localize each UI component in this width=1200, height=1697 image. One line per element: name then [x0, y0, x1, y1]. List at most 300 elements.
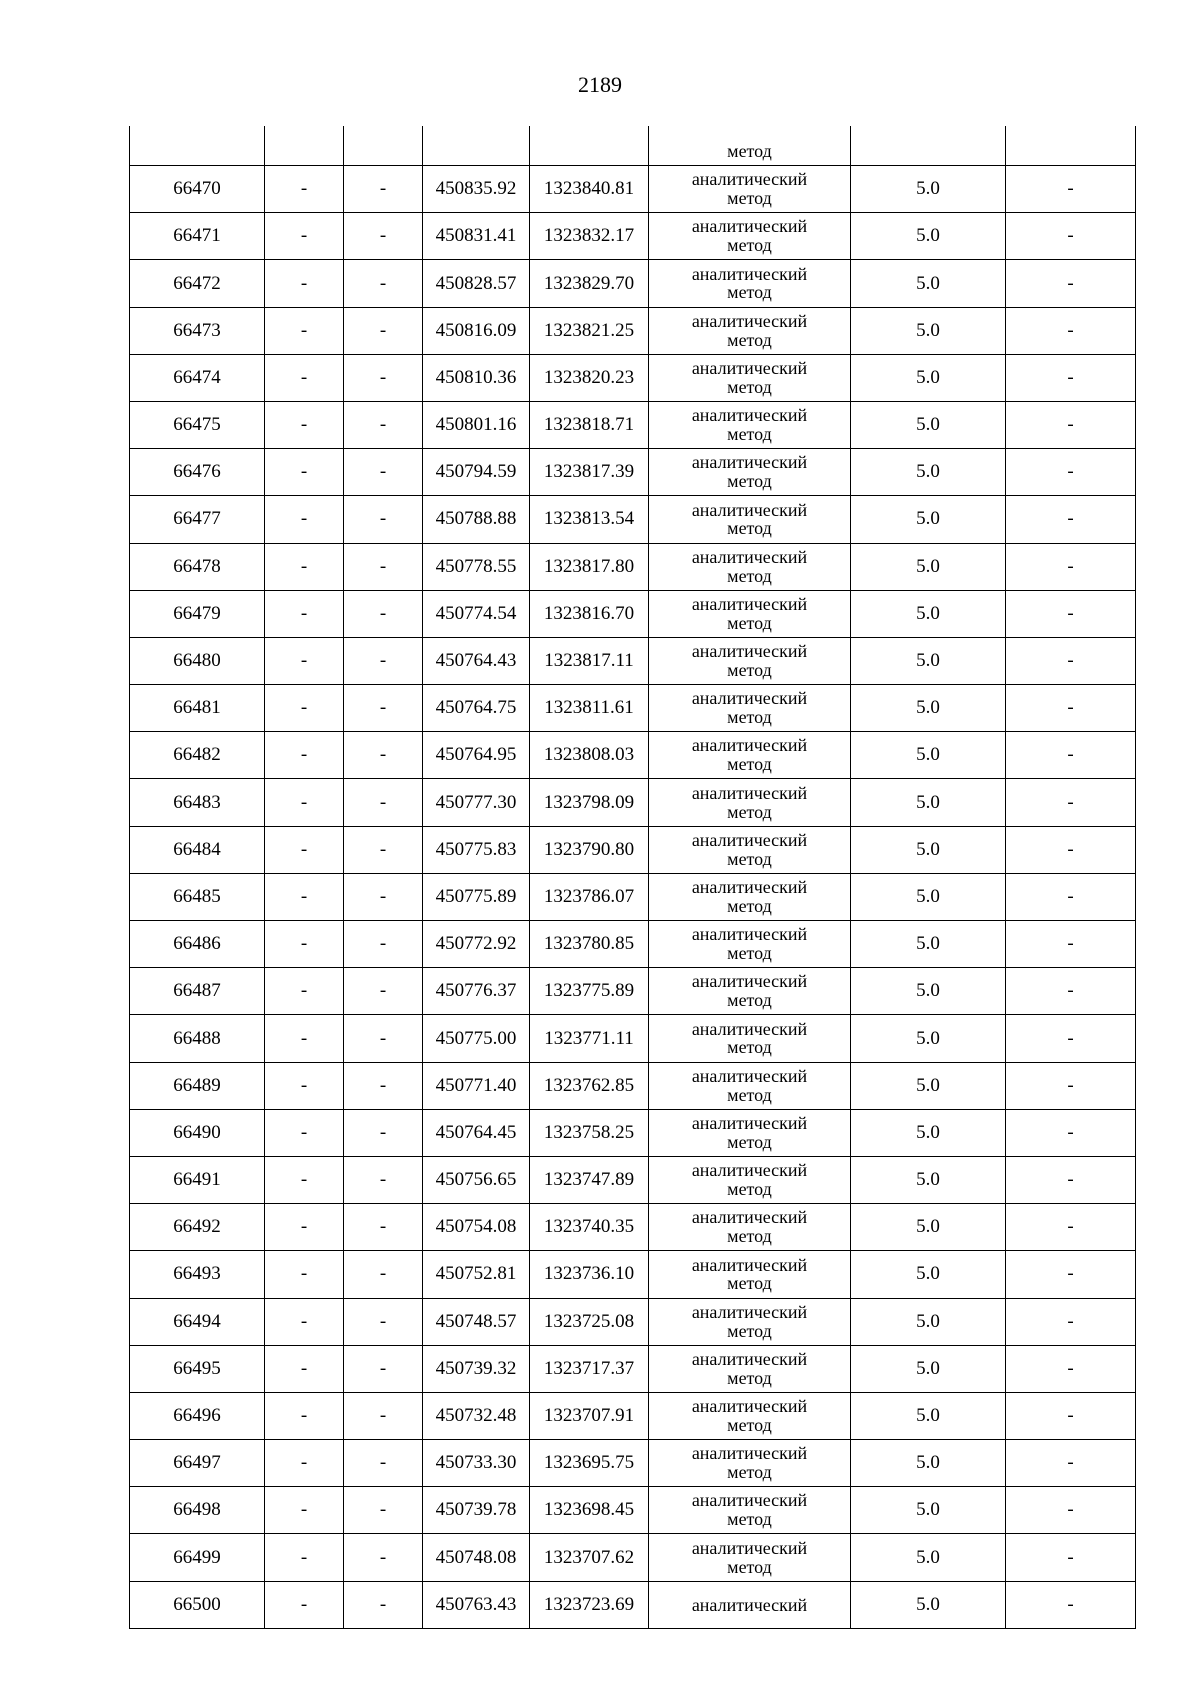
method-line2: метод: [727, 518, 772, 539]
cell-id: 66480: [130, 637, 265, 684]
cell-accuracy: 5.0: [851, 1581, 1006, 1628]
cell-x: 450775.83: [423, 826, 530, 873]
cell-col8: -: [1006, 213, 1136, 260]
method-line1: аналитический: [691, 499, 808, 520]
table-row: [130, 685, 1136, 732]
cell-method: [649, 637, 851, 684]
cell-col2: -: [265, 354, 344, 401]
cell-col2: -: [265, 1345, 344, 1392]
table-row: [130, 166, 1136, 213]
cell-col8: -: [1006, 401, 1136, 448]
cell-x: 450775.00: [423, 1015, 530, 1062]
method-line1: аналитический: [691, 1301, 808, 1322]
table-row: [130, 1251, 1136, 1298]
cell-col3: -: [344, 260, 423, 307]
cell-col3: -: [344, 1062, 423, 1109]
cell-method: [649, 1251, 851, 1298]
method-line2: метод: [727, 329, 772, 350]
table-row: [130, 354, 1136, 401]
cell-x: 450752.81: [423, 1251, 530, 1298]
cell-col3: -: [344, 354, 423, 401]
cell-method: [649, 1487, 851, 1534]
cell-col3: -: [344, 543, 423, 590]
cell-id: 66470: [130, 166, 265, 213]
cell-col8: -: [1006, 826, 1136, 873]
cell-y: 1323740.35: [530, 1204, 649, 1251]
cell-y: 1323695.75: [530, 1440, 649, 1487]
cell-x: 450788.88: [423, 496, 530, 543]
cell-col3: -: [344, 1392, 423, 1439]
table-row: [130, 1581, 1136, 1628]
cell-id: 66494: [130, 1298, 265, 1345]
method-line2: метод: [727, 801, 772, 822]
cell-method: [649, 590, 851, 637]
method-line2: метод: [727, 1509, 772, 1530]
table-row: [130, 1392, 1136, 1439]
method-line1: аналитический: [691, 452, 808, 473]
cell-method: [649, 968, 851, 1015]
cell-x: 450831.41: [423, 213, 530, 260]
cell-y: 1323771.11: [530, 1015, 649, 1062]
page-number: 2189: [578, 72, 622, 97]
table-row: [130, 1015, 1136, 1062]
cell-col2: -: [265, 1204, 344, 1251]
cell-accuracy: 5.0: [851, 732, 1006, 779]
cell-col3: -: [344, 1487, 423, 1534]
cell-col2: -: [265, 1109, 344, 1156]
method-line2: метод: [727, 848, 772, 869]
cell-y: 1323786.07: [530, 873, 649, 920]
method-line1: аналитический: [691, 1160, 808, 1181]
method-line1: аналитический: [691, 1537, 808, 1558]
cell-accuracy: 5.0: [851, 1440, 1006, 1487]
cell-x: 450763.43: [423, 1581, 530, 1628]
method-line1: аналитический: [691, 1065, 808, 1086]
table-row: [130, 1109, 1136, 1156]
cell-col2: -: [265, 1487, 344, 1534]
cell-x: 450777.30: [423, 779, 530, 826]
table-row: [130, 1204, 1136, 1251]
cell-x: 450764.75: [423, 685, 530, 732]
cell-id: 66495: [130, 1345, 265, 1392]
cell-col8: -: [1006, 921, 1136, 968]
cell-id: 66473: [130, 307, 265, 354]
cell-col8: -: [1006, 1487, 1136, 1534]
cell-col8: -: [1006, 779, 1136, 826]
cell-method: [649, 826, 851, 873]
cell-col2: -: [265, 1534, 344, 1581]
cell-col8: -: [1006, 260, 1136, 307]
method-line1: аналитический: [691, 546, 808, 567]
cell-col8: -: [1006, 543, 1136, 590]
cell-method: [649, 543, 851, 590]
cell-x: 450732.48: [423, 1392, 530, 1439]
cell-y: 1323707.62: [530, 1534, 649, 1581]
method-line2: метод: [727, 1367, 772, 1388]
cell-col3: -: [344, 1581, 423, 1628]
method-line2: метод: [727, 282, 772, 303]
method-line1: аналитический: [691, 1207, 808, 1228]
cell-col8: -: [1006, 1062, 1136, 1109]
cell-accuracy: 5.0: [851, 1345, 1006, 1392]
cell-col3: -: [344, 1440, 423, 1487]
cell-accuracy: 5.0: [851, 1204, 1006, 1251]
cell-id: 66471: [130, 213, 265, 260]
cell-x: 450764.95: [423, 732, 530, 779]
cell-col8: -: [1006, 1534, 1136, 1581]
cell-x: 450739.32: [423, 1345, 530, 1392]
method-line2: метод: [727, 565, 772, 586]
table-row: [130, 1534, 1136, 1581]
cell-accuracy: 5.0: [851, 826, 1006, 873]
cell-col8: -: [1006, 685, 1136, 732]
table-row: [130, 1062, 1136, 1109]
cell-method: [649, 1298, 851, 1345]
cell-y: 1323817.11: [530, 637, 649, 684]
cell-method: [649, 1392, 851, 1439]
cell-x: 450801.16: [423, 401, 530, 448]
cell-accuracy: 5.0: [851, 779, 1006, 826]
cell-col3: -: [344, 213, 423, 260]
cell-x: 450774.54: [423, 590, 530, 637]
method-line1: аналитический: [691, 357, 808, 378]
cell-y: 1323817.80: [530, 543, 649, 590]
table-row: [130, 1440, 1136, 1487]
cell-y: 1323775.89: [530, 968, 649, 1015]
cell-y: 1323817.39: [530, 449, 649, 496]
cell-col3: -: [344, 921, 423, 968]
cell-method: [649, 1581, 851, 1628]
cell-col3: -: [344, 496, 423, 543]
cell-col2: -: [265, 637, 344, 684]
cell-accuracy: 5.0: [851, 1298, 1006, 1345]
cell-col8: -: [1006, 1251, 1136, 1298]
cell-accuracy: 5.0: [851, 1062, 1006, 1109]
cell-accuracy: 5.0: [851, 166, 1006, 213]
cell-accuracy: 5.0: [851, 543, 1006, 590]
method-line1: аналитический: [691, 924, 808, 945]
cell-id: 66472: [130, 260, 265, 307]
cell-col8: -: [1006, 496, 1136, 543]
cell-accuracy: 5.0: [851, 1015, 1006, 1062]
cell-col2: -: [265, 1015, 344, 1062]
cell-x: 450816.09: [423, 307, 530, 354]
cell-x: 450775.89: [423, 873, 530, 920]
cell-col2: -: [265, 213, 344, 260]
cell-col2: -: [265, 968, 344, 1015]
cell-id: 66491: [130, 1156, 265, 1203]
cell-x: 450794.59: [423, 449, 530, 496]
cell-x: 450754.08: [423, 1204, 530, 1251]
cell-col8: -: [1006, 1440, 1136, 1487]
method-line2: метод: [727, 1320, 772, 1341]
cell-col8: -: [1006, 873, 1136, 920]
cell-col3: -: [344, 307, 423, 354]
cell-col3: -: [344, 968, 423, 1015]
cell-y: 1323808.03: [530, 732, 649, 779]
cell-col8: -: [1006, 166, 1136, 213]
cell-method: [649, 1109, 851, 1156]
cell-y: 1323832.17: [530, 213, 649, 260]
cell-x: 450772.92: [423, 921, 530, 968]
cell-col3: -: [344, 1204, 423, 1251]
cell-y: 1323790.80: [530, 826, 649, 873]
cell-accuracy: 5.0: [851, 213, 1006, 260]
method-line1: аналитический: [691, 782, 808, 803]
method-line2: метод: [727, 235, 772, 256]
cell-y: 1323747.89: [530, 1156, 649, 1203]
method-line2: метод: [727, 1084, 772, 1105]
method-line1: аналитический: [691, 1490, 808, 1511]
cell-col3: -: [344, 1298, 423, 1345]
cell-col3: -: [344, 873, 423, 920]
cell-col2: -: [265, 873, 344, 920]
cell-col2: -: [265, 1062, 344, 1109]
cell-accuracy: 5.0: [851, 401, 1006, 448]
table-row: [130, 873, 1136, 920]
cell-col3: -: [344, 685, 423, 732]
table-row: [130, 921, 1136, 968]
method-line1: аналитический: [691, 1443, 808, 1464]
method-line2: метод: [727, 707, 772, 728]
cell-col2: -: [265, 1251, 344, 1298]
table-row: [130, 968, 1136, 1015]
cell-accuracy: 5.0: [851, 590, 1006, 637]
cell-id: 66479: [130, 590, 265, 637]
cell-col3: -: [344, 1109, 423, 1156]
cell-col2: -: [265, 166, 344, 213]
cell-y: 1323707.91: [530, 1392, 649, 1439]
method-line1: аналитический: [691, 829, 808, 850]
cell-id: 66484: [130, 826, 265, 873]
cell-col2: -: [265, 496, 344, 543]
table-row: [130, 401, 1136, 448]
method-line2: метод: [727, 1179, 772, 1200]
cell-x: [423, 126, 530, 166]
cell-accuracy: 5.0: [851, 685, 1006, 732]
cell-col2: -: [265, 1298, 344, 1345]
method-line1: аналитический: [691, 169, 808, 190]
cell-x: 450771.40: [423, 1062, 530, 1109]
cell-col2: -: [265, 1156, 344, 1203]
cell-method: [649, 921, 851, 968]
cell-col8: -: [1006, 307, 1136, 354]
cell-method: метод: [649, 126, 851, 166]
cell-col8: -: [1006, 637, 1136, 684]
cell-y: 1323723.69: [530, 1581, 649, 1628]
method-line2: метод: [727, 1462, 772, 1483]
table-row-continuation: [130, 126, 1136, 166]
table-row: [130, 260, 1136, 307]
cell-method: [649, 401, 851, 448]
cell-accuracy: 5.0: [851, 307, 1006, 354]
table-row: [130, 779, 1136, 826]
cell-id: 66476: [130, 449, 265, 496]
table-row: [130, 826, 1136, 873]
method-line2: метод: [727, 376, 772, 397]
cell-id: 66474: [130, 354, 265, 401]
cell-col8: -: [1006, 1298, 1136, 1345]
method-line2: метод: [727, 943, 772, 964]
method-line1: аналитический: [691, 1594, 808, 1615]
cell-method: [649, 354, 851, 401]
cell-accuracy: [851, 126, 1006, 166]
method-line2: метод: [727, 1273, 772, 1294]
cell-accuracy: 5.0: [851, 921, 1006, 968]
cell-method: [649, 449, 851, 496]
cell-y: 1323725.08: [530, 1298, 649, 1345]
cell-y: 1323818.71: [530, 401, 649, 448]
method-line1: аналитический: [691, 310, 808, 331]
method-line1: аналитический: [691, 263, 808, 284]
cell-col3: -: [344, 732, 423, 779]
coordinates-table: [129, 126, 1136, 1629]
cell-accuracy: 5.0: [851, 873, 1006, 920]
cell-method: [649, 1204, 851, 1251]
cell-col3: [344, 126, 423, 166]
cell-col3: -: [344, 401, 423, 448]
table-row: [130, 307, 1136, 354]
cell-method: [649, 1156, 851, 1203]
cell-col8: -: [1006, 449, 1136, 496]
cell-col3: -: [344, 1156, 423, 1203]
cell-col8: -: [1006, 1345, 1136, 1392]
method-line2: метод: [727, 471, 772, 492]
cell-id: 66497: [130, 1440, 265, 1487]
cell-x: 450756.65: [423, 1156, 530, 1203]
cell-x: 450739.78: [423, 1487, 530, 1534]
method-line1: аналитический: [691, 216, 808, 237]
cell-col2: -: [265, 826, 344, 873]
cell-x: 450778.55: [423, 543, 530, 590]
cell-y: 1323798.09: [530, 779, 649, 826]
cell-accuracy: 5.0: [851, 354, 1006, 401]
cell-accuracy: 5.0: [851, 449, 1006, 496]
cell-y: 1323813.54: [530, 496, 649, 543]
cell-x: 450764.45: [423, 1109, 530, 1156]
method-line1: аналитический: [691, 1112, 808, 1133]
cell-col3: -: [344, 1534, 423, 1581]
method-line1: аналитический: [691, 1348, 808, 1369]
method-line2: метод: [727, 1414, 772, 1435]
cell-accuracy: 5.0: [851, 1392, 1006, 1439]
cell-y: 1323840.81: [530, 166, 649, 213]
cell-id: 66487: [130, 968, 265, 1015]
table-row: [130, 637, 1136, 684]
cell-col2: -: [265, 1392, 344, 1439]
cell-id: 66478: [130, 543, 265, 590]
cell-y: 1323758.25: [530, 1109, 649, 1156]
cell-col8: -: [1006, 1204, 1136, 1251]
cell-col8: -: [1006, 1581, 1136, 1628]
cell-col3: -: [344, 1015, 423, 1062]
method-line1: аналитический: [691, 877, 808, 898]
method-line1: аналитический: [691, 735, 808, 756]
cell-col2: -: [265, 779, 344, 826]
cell-col2: -: [265, 260, 344, 307]
cell-accuracy: 5.0: [851, 1109, 1006, 1156]
cell-col8: -: [1006, 1109, 1136, 1156]
cell-col3: -: [344, 1251, 423, 1298]
cell-method: [649, 732, 851, 779]
cell-col2: -: [265, 590, 344, 637]
method-line2: метод: [727, 990, 772, 1011]
cell-col3: -: [344, 590, 423, 637]
cell-accuracy: 5.0: [851, 1487, 1006, 1534]
cell-col8: -: [1006, 968, 1136, 1015]
cell-col2: -: [265, 732, 344, 779]
cell-accuracy: 5.0: [851, 496, 1006, 543]
cell-col8: -: [1006, 732, 1136, 779]
cell-x: 450764.43: [423, 637, 530, 684]
table-row: [130, 543, 1136, 590]
cell-x: 450748.57: [423, 1298, 530, 1345]
cell-method: [649, 1015, 851, 1062]
cell-col2: -: [265, 921, 344, 968]
table-row: [130, 1298, 1136, 1345]
cell-col2: -: [265, 307, 344, 354]
table-row: [130, 496, 1136, 543]
cell-id: 66500: [130, 1581, 265, 1628]
cell-x: 450733.30: [423, 1440, 530, 1487]
cell-y: 1323816.70: [530, 590, 649, 637]
cell-x: 450810.36: [423, 354, 530, 401]
cell-accuracy: 5.0: [851, 1156, 1006, 1203]
cell-id: 66498: [130, 1487, 265, 1534]
table-body: [130, 126, 1136, 1628]
cell-y: 1323780.85: [530, 921, 649, 968]
cell-id: 66486: [130, 921, 265, 968]
table-row: [130, 732, 1136, 779]
cell-col2: -: [265, 449, 344, 496]
cell-y: 1323736.10: [530, 1251, 649, 1298]
method-line2: метод: [727, 895, 772, 916]
cell-id: 66499: [130, 1534, 265, 1581]
cell-y: 1323821.25: [530, 307, 649, 354]
cell-x: 450748.08: [423, 1534, 530, 1581]
cell-x: 450828.57: [423, 260, 530, 307]
cell-method: [649, 685, 851, 732]
method-line1: аналитический: [691, 1018, 808, 1039]
cell-y: 1323820.23: [530, 354, 649, 401]
cell-col2: [265, 126, 344, 166]
cell-method: [649, 213, 851, 260]
cell-col2: -: [265, 685, 344, 732]
cell-y: 1323717.37: [530, 1345, 649, 1392]
cell-col8: -: [1006, 1015, 1136, 1062]
cell-col2: -: [265, 401, 344, 448]
table-row: [130, 1156, 1136, 1203]
method-line2: метод: [727, 612, 772, 633]
cell-method: [649, 1440, 851, 1487]
cell-method: [649, 307, 851, 354]
cell-method: [649, 873, 851, 920]
method-line2: метод: [727, 1037, 772, 1058]
cell-id: 66481: [130, 685, 265, 732]
cell-method: [649, 1534, 851, 1581]
cell-method: [649, 1062, 851, 1109]
cell-col8: [1006, 126, 1136, 166]
cell-y: [530, 126, 649, 166]
cell-col8: -: [1006, 590, 1136, 637]
cell-col3: -: [344, 166, 423, 213]
method-line1: аналитический: [691, 593, 808, 614]
cell-col3: -: [344, 449, 423, 496]
cell-id: 66483: [130, 779, 265, 826]
cell-method: [649, 1345, 851, 1392]
cell-col2: -: [265, 543, 344, 590]
cell-method: [649, 166, 851, 213]
